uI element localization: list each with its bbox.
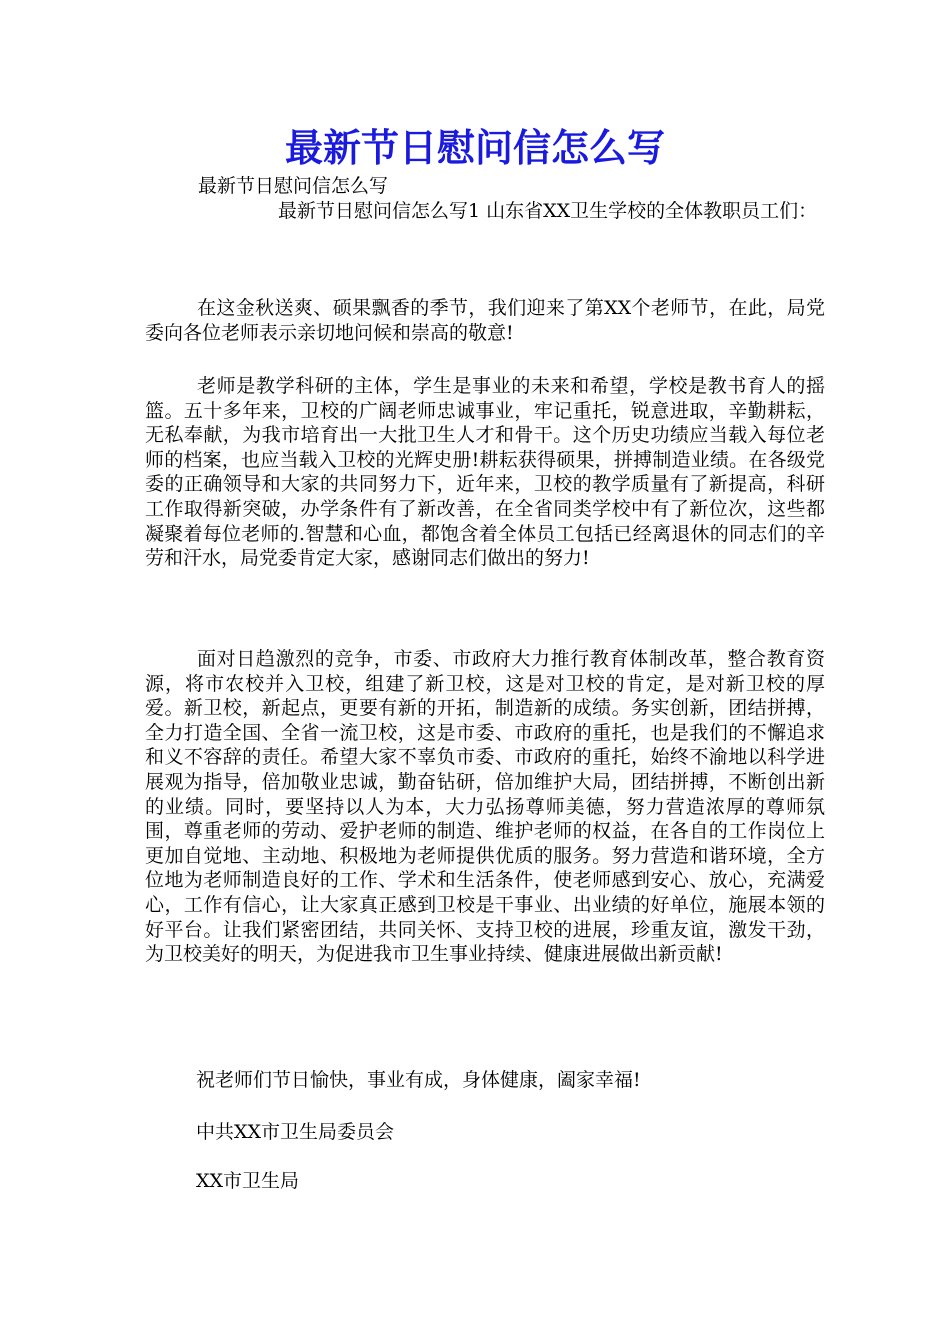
body-paragraph: 老师是教学科研的主体，学生是事业的未来和希望，学校是教书育人的摇篮。五十多年来，卫校的广阔老师忠诚事业，牢记重托，锐意进取，辛勤耕耘，无私奉献，为我市培育出一大批卫生人才和骨干。这个历史功绩应当载入每位老师的档案，也应当载入卫校的光辉史册!耕耘获得硕果，拼搏制造业绩。在各级党委的正确领导和大家的共同努力下，近年来，卫校的教学质量有了新提高，科研工作取得新突破，办学条件有了新改善，在全省同类学校中有了新位次，这些都凝聚着每位老师的.智慧和心血，都饱含着全体员工包括已经离退休的同志们的辛劳和汗水，局党委肯定大家，感谢同志们做出的努力! bbox=[145, 375, 825, 570]
document-subtitle: 最新节日慰问信怎么写 bbox=[198, 175, 389, 197]
closing-wishes: 祝老师们节日愉快，事业有成，身体健康，阖家幸福! bbox=[196, 1069, 641, 1091]
intro-paragraph: 最新节日慰问信怎么写1 山东省XX卫生学校的全体教职员工们： bbox=[278, 200, 818, 222]
signature-party-committee: 中共XX市卫生局委员会 bbox=[196, 1121, 395, 1143]
body-paragraph: 在这金秋送爽、硕果飘香的季节，我们迎来了第XX个老师节，在此，局党委向各位老师表示亲切地问候和崇高的敬意! bbox=[145, 297, 825, 344]
document-title: 最新节日慰问信怎么写 bbox=[284, 125, 665, 170]
signature-health-bureau: XX市卫生局 bbox=[196, 1170, 300, 1192]
body-paragraph: 面对日趋激烈的竞争，市委、市政府大力推行教育体制改革，整合教育资源，将市农校并入卫校，组建了新卫校，这是对卫校的肯定，是对新卫校的厚爱。新卫校，新起点，更要有新的开拓，制造新的成绩。务实创新，团结拼搏，全力打造全国、全省一流卫校，这是市委、市政府的重托，也是我们的不懈追求和义不容辞的责任。希望大家不辜负市委、市政府的重托，始终不渝地以科学进展观为指导，倍加敬业忠诚，勤奋钻研，倍加维护大局，团结拼搏，不断创出新的业绩。同时，要坚持以人为本，大力弘扬尊师美德，努力营造浓厚的尊师氛围，尊重老师的劳动、爱护老师的制造、维护老师的权益，在各自的工作岗位上更加自觉地、主动地、积极地为老师提供优质的服务。努力营造和谐环境，全方位地为老师制造良好的工作、学术和生活条件，使老师感到安心、放心，充满爱心，工作有信心，让大家真正感到卫校是干事业、出业绩的好单位，施展本领的好平台。让我们紧密团结，共同关怀、支持卫校的进展，珍重友谊，激发干劲，为卫校美好的明天，为促进我市卫生事业持续、健康进展做出新贡献! bbox=[145, 648, 825, 966]
